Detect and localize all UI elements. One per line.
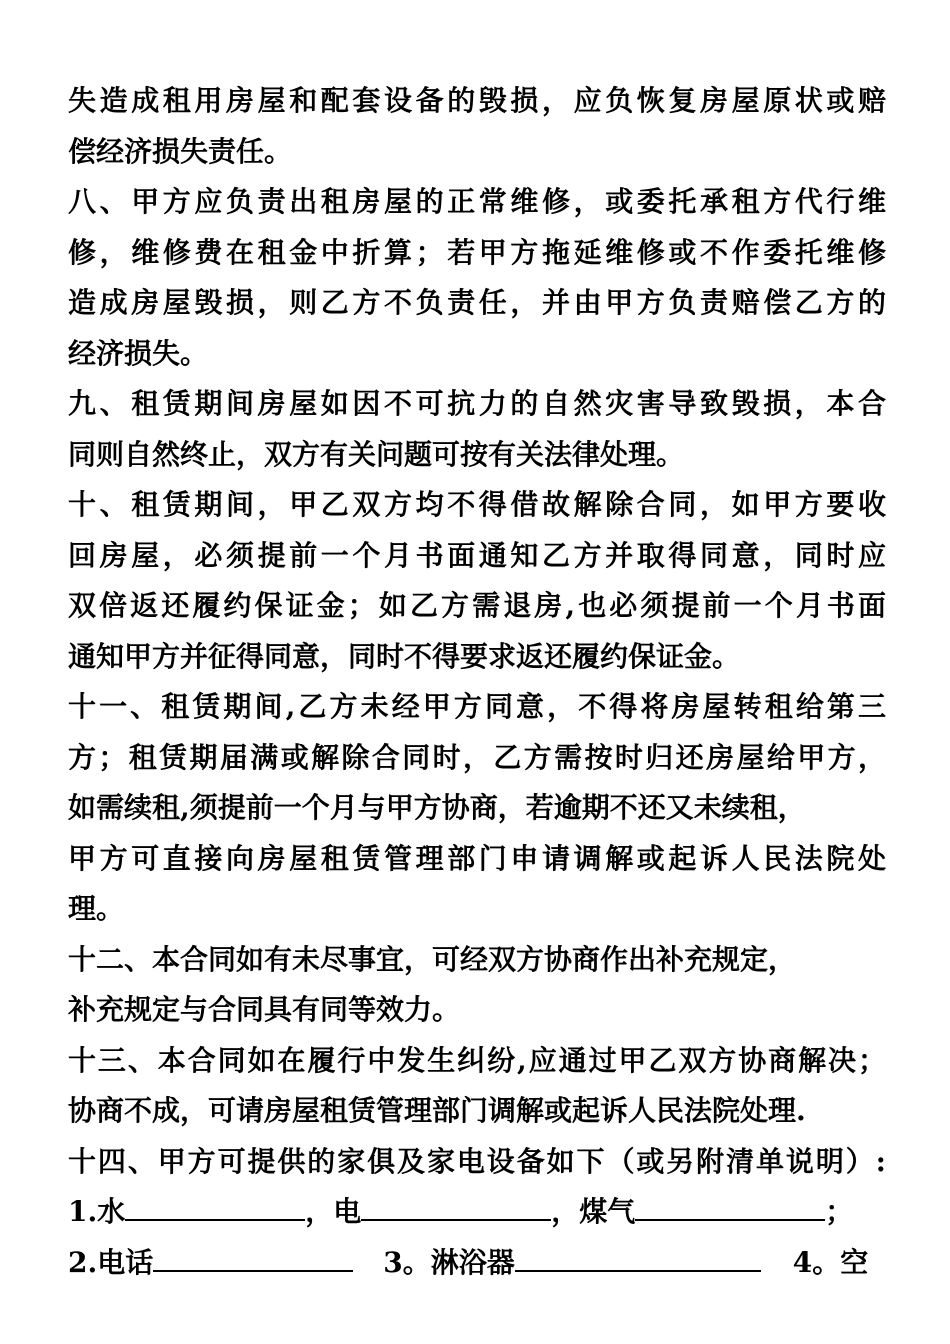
clause10-line-1: 十、租赁期间，甲乙双方均不得借故解除合同，如甲方要收	[68, 488, 886, 521]
item-water-label: 1.水	[68, 1195, 126, 1228]
clause13-line-2: 协商不成，可请房屋租赁管理部门调解或起诉人民法院处理.	[68, 1094, 806, 1127]
item-electricity-label: ，电	[305, 1195, 362, 1228]
clause8-line-2: 修，维修费在租金中折算；若甲方拖延维修或不作委托维修	[68, 235, 886, 269]
clause10-line-4: 通知甲方并征得同意，同时不得要求返还履约保证金。	[68, 639, 741, 673]
item-gas-label: ，煤气	[551, 1195, 636, 1228]
clause12-line-2: 补充规定与合同具有同等效力。	[68, 993, 461, 1026]
shower-blank[interactable]	[515, 1240, 761, 1272]
telephone-blank[interactable]	[153, 1240, 353, 1272]
clause9-line-2: 同则自然终止，双方有关问题可按有关法律处理。	[68, 437, 685, 471]
clause11-line-1: 十一、租赁期间,乙方未经甲方同意，不得将房屋转租给第三	[68, 690, 886, 723]
clause8-line-1: 八、甲方应负责出租房屋的正常维修，或委托承租方代行维	[68, 185, 886, 218]
clause11-line-5: 理。	[68, 892, 125, 925]
clause14-row-2	[68, 1238, 886, 1289]
clause12-line-1: 十二、本合同如有未尽事宜，可经双方协商作出补充规定，	[68, 942, 797, 976]
clause8-line-3: 造成房屋毁损，则乙方不负责任，并由甲方负责赔偿乙方的	[68, 286, 886, 319]
clause7-line-1: 失造成租用房屋和配套设备的毁损，应负恢复房屋原状或赔	[68, 84, 886, 117]
gas-blank[interactable]	[635, 1189, 825, 1221]
contract-page	[68, 76, 886, 1288]
item-shower-label: 3。淋浴器	[383, 1245, 515, 1279]
clause11-line-4: 甲方可直接向房屋租赁管理部门申请调解或起诉人民法院处	[68, 841, 886, 875]
clause13-line-1: 十三、本合同如在履行中发生纠纷,应通过甲乙双方协商解决；	[68, 1043, 886, 1077]
clause9-line-1: 九、租赁期间房屋如因不可抗力的自然灾害导致毁损，本合	[68, 387, 886, 420]
water-blank[interactable]	[125, 1189, 305, 1221]
clause8-line-4: 经济损失。	[68, 336, 209, 370]
clause10-line-3: 双倍返还履约保证金；如乙方需退房,也必须提前一个月书面	[68, 589, 886, 622]
item-telephone-label: 2.电话	[68, 1245, 154, 1279]
clause11-line-3: 如需续租,须提前一个月与甲方协商，若逾期不还又未续租，	[68, 791, 806, 824]
clause11-line-2: 方；租赁期届满或解除合同时，乙方需按时归还房屋给甲方，	[68, 740, 886, 774]
item-aircon-label: 4。空	[792, 1245, 869, 1279]
clause10-line-2: 回房屋，必须提前一个月书面通知乙方并取得同意，同时应	[68, 538, 886, 572]
row1-end-punct: ；	[825, 1195, 854, 1228]
clause14-heading: 十四、甲方可提供的家俱及家电设备如下（或另附清单说明）:	[68, 1144, 886, 1178]
clause14-row-1	[68, 1187, 886, 1238]
clause7-line-2: 偿经济损失责任。	[68, 134, 293, 168]
electricity-blank[interactable]	[361, 1189, 551, 1221]
